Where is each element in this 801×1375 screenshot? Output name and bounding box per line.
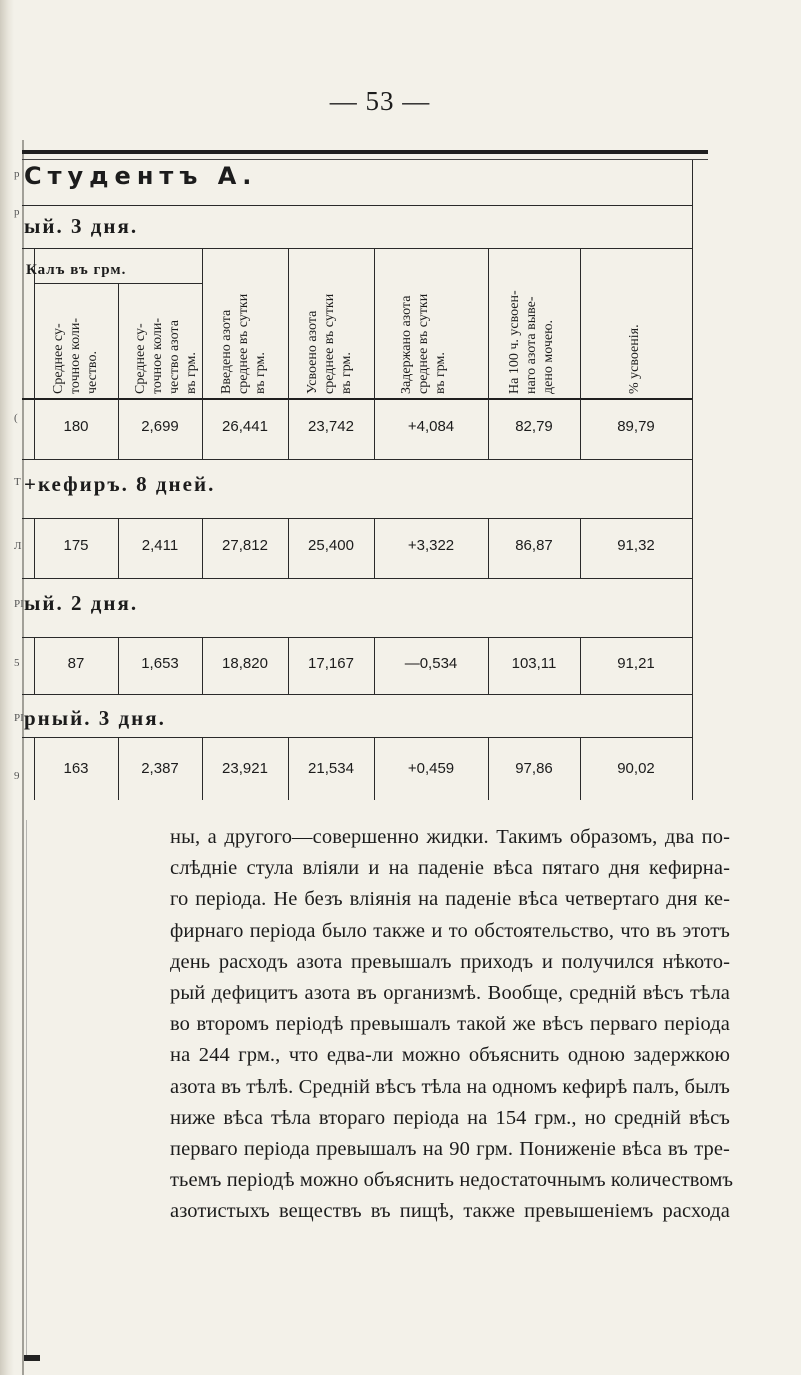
table-cell: 18,820	[222, 655, 268, 672]
column-header: Введено азота среднее въ сутки въ грм.	[219, 293, 268, 394]
table-cell: +4,084	[407, 418, 455, 435]
table-rule	[22, 248, 692, 249]
table-cell: 180	[63, 418, 89, 435]
table-cell: 89,79	[617, 418, 655, 435]
text-line: го періода. Не безъ вліянія на паденіе вѣса четвертаго дня ке-	[170, 888, 730, 911]
margin-fragment: РІ	[14, 598, 24, 610]
margin-fragment: Л	[14, 540, 22, 552]
table-rule	[22, 637, 692, 638]
column-header: % усвоенія.	[627, 324, 642, 394]
table-cell: 21,534	[308, 760, 354, 777]
margin-fragment: 5	[14, 657, 20, 669]
section-label: +кефиръ. 8 дней.	[24, 472, 216, 496]
text-line: перваго періода превышалъ на 90 грм. Пониженіе вѣса въ тре-	[170, 1138, 730, 1161]
table-cell: 97,86	[515, 760, 553, 777]
table-rule	[22, 398, 692, 400]
table-rule	[22, 737, 692, 738]
bottom-edge-mark	[24, 1355, 40, 1361]
column-header: Усвоено азота среднее въ сутки въ грм.	[305, 293, 354, 394]
text-line: во второмъ періодѣ превышалъ такой же вѣсъ перваго періода	[170, 1013, 730, 1036]
table-cell: 91,32	[617, 537, 655, 554]
top-rule	[22, 150, 708, 154]
margin-fragment: р	[14, 206, 20, 218]
table-cell: 82,79	[515, 418, 553, 435]
col-divider	[374, 248, 375, 398]
column-header: Среднее су- точное коли- чество.	[51, 317, 100, 394]
text-line: на 244 грм., что едва-ли можно объяснить одною задержкою	[170, 1044, 730, 1067]
margin-rule	[26, 820, 27, 1360]
margin-fragment: 9	[14, 770, 20, 782]
margin-fragment: (	[14, 412, 18, 424]
text-line: ны, а другого—совершенно жидки. Такимъ образомъ, два по-	[170, 826, 730, 848]
table-cell: +0,459	[407, 760, 455, 777]
text-line: азота въ тѣлѣ. Средній вѣсъ тѣла на одномъ кефирѣ палъ, былъ	[170, 1075, 730, 1098]
col-divider	[118, 283, 119, 398]
col-divider	[580, 248, 581, 398]
text-line: тьемъ періодѣ можно объяснить недостаточнымъ количествомъ	[170, 1169, 734, 1192]
table-rule	[22, 205, 692, 206]
col-divider	[288, 248, 289, 398]
table-cell: 2,411	[141, 537, 179, 554]
page-binding-shadow	[0, 0, 14, 1375]
text-line: рый дефицитъ азота въ организмѣ. Вообще, средній вѣсъ тѣла	[170, 982, 730, 1005]
column-group-header: Калъ въ грм.	[26, 262, 127, 278]
section-label: рный. 3 дня.	[24, 706, 166, 730]
column-header: Задержано азота среднее въ сутки въ грм.	[399, 293, 448, 394]
section-label: ый. 2 дня.	[24, 591, 139, 615]
table-cell: 87	[67, 655, 85, 672]
table-cell: 1,653	[141, 655, 179, 672]
table-cell: 103,11	[511, 655, 557, 672]
body-paragraph	[170, 822, 734, 1228]
margin-fragment: р	[14, 168, 20, 180]
table-title: Студентъ А.	[24, 162, 258, 190]
text-line: день расходъ азота превышалъ приходъ и получился нѣкото-	[170, 950, 730, 973]
table-cell: 17,167	[308, 655, 354, 672]
table-rule	[22, 459, 692, 460]
binding-edge-line	[22, 140, 24, 1375]
table-cell: 26,441	[222, 418, 268, 435]
col-divider	[488, 248, 489, 398]
text-line: слѣдніе стула вліяли и на паденіе вѣса пятаго дня кефирна-	[170, 857, 730, 880]
table-rule	[22, 578, 692, 579]
table-border-right	[692, 160, 693, 800]
table-cell: 25,400	[308, 537, 354, 554]
table-cell: 175	[63, 537, 89, 554]
table-cell: 23,742	[308, 418, 354, 435]
text-line: фирнаго періода было также и то обстоятельство, что въ этотъ	[170, 919, 730, 942]
table-cell: 86,87	[515, 537, 553, 554]
page-number: — 53 —	[329, 86, 431, 116]
table-cell: 90,02	[617, 760, 655, 777]
table-cell: 27,812	[222, 537, 268, 554]
margin-fragment: РІ	[14, 712, 24, 724]
table-cell: —0,534	[404, 655, 458, 672]
table-cell: 163	[63, 760, 89, 777]
table-cell: 23,921	[222, 760, 268, 777]
column-header: Среднее су- точное коли- чество азота въ грм.	[133, 317, 199, 394]
table-rule	[22, 694, 692, 695]
col-divider	[202, 248, 203, 398]
table-cell: 2,387	[141, 760, 179, 777]
table-cell: 2,699	[141, 418, 179, 435]
text-line: азотистыхъ веществъ въ пищѣ, также превышеніемъ расхода	[170, 1200, 730, 1223]
column-header: На 100 ч. усвоен- наго азота выве- дено мочею.	[507, 290, 556, 394]
table-rule	[22, 518, 692, 519]
section-label: ый. 3 дня.	[24, 214, 139, 238]
table-cell: 91,21	[617, 655, 655, 672]
top-rule-thin	[22, 159, 708, 160]
margin-fragment: Т	[14, 476, 21, 488]
text-line: ниже вѣса тѣла втораго періода на 154 грм., но средній вѣсъ	[170, 1106, 730, 1129]
table-cell: +3,322	[407, 537, 455, 554]
